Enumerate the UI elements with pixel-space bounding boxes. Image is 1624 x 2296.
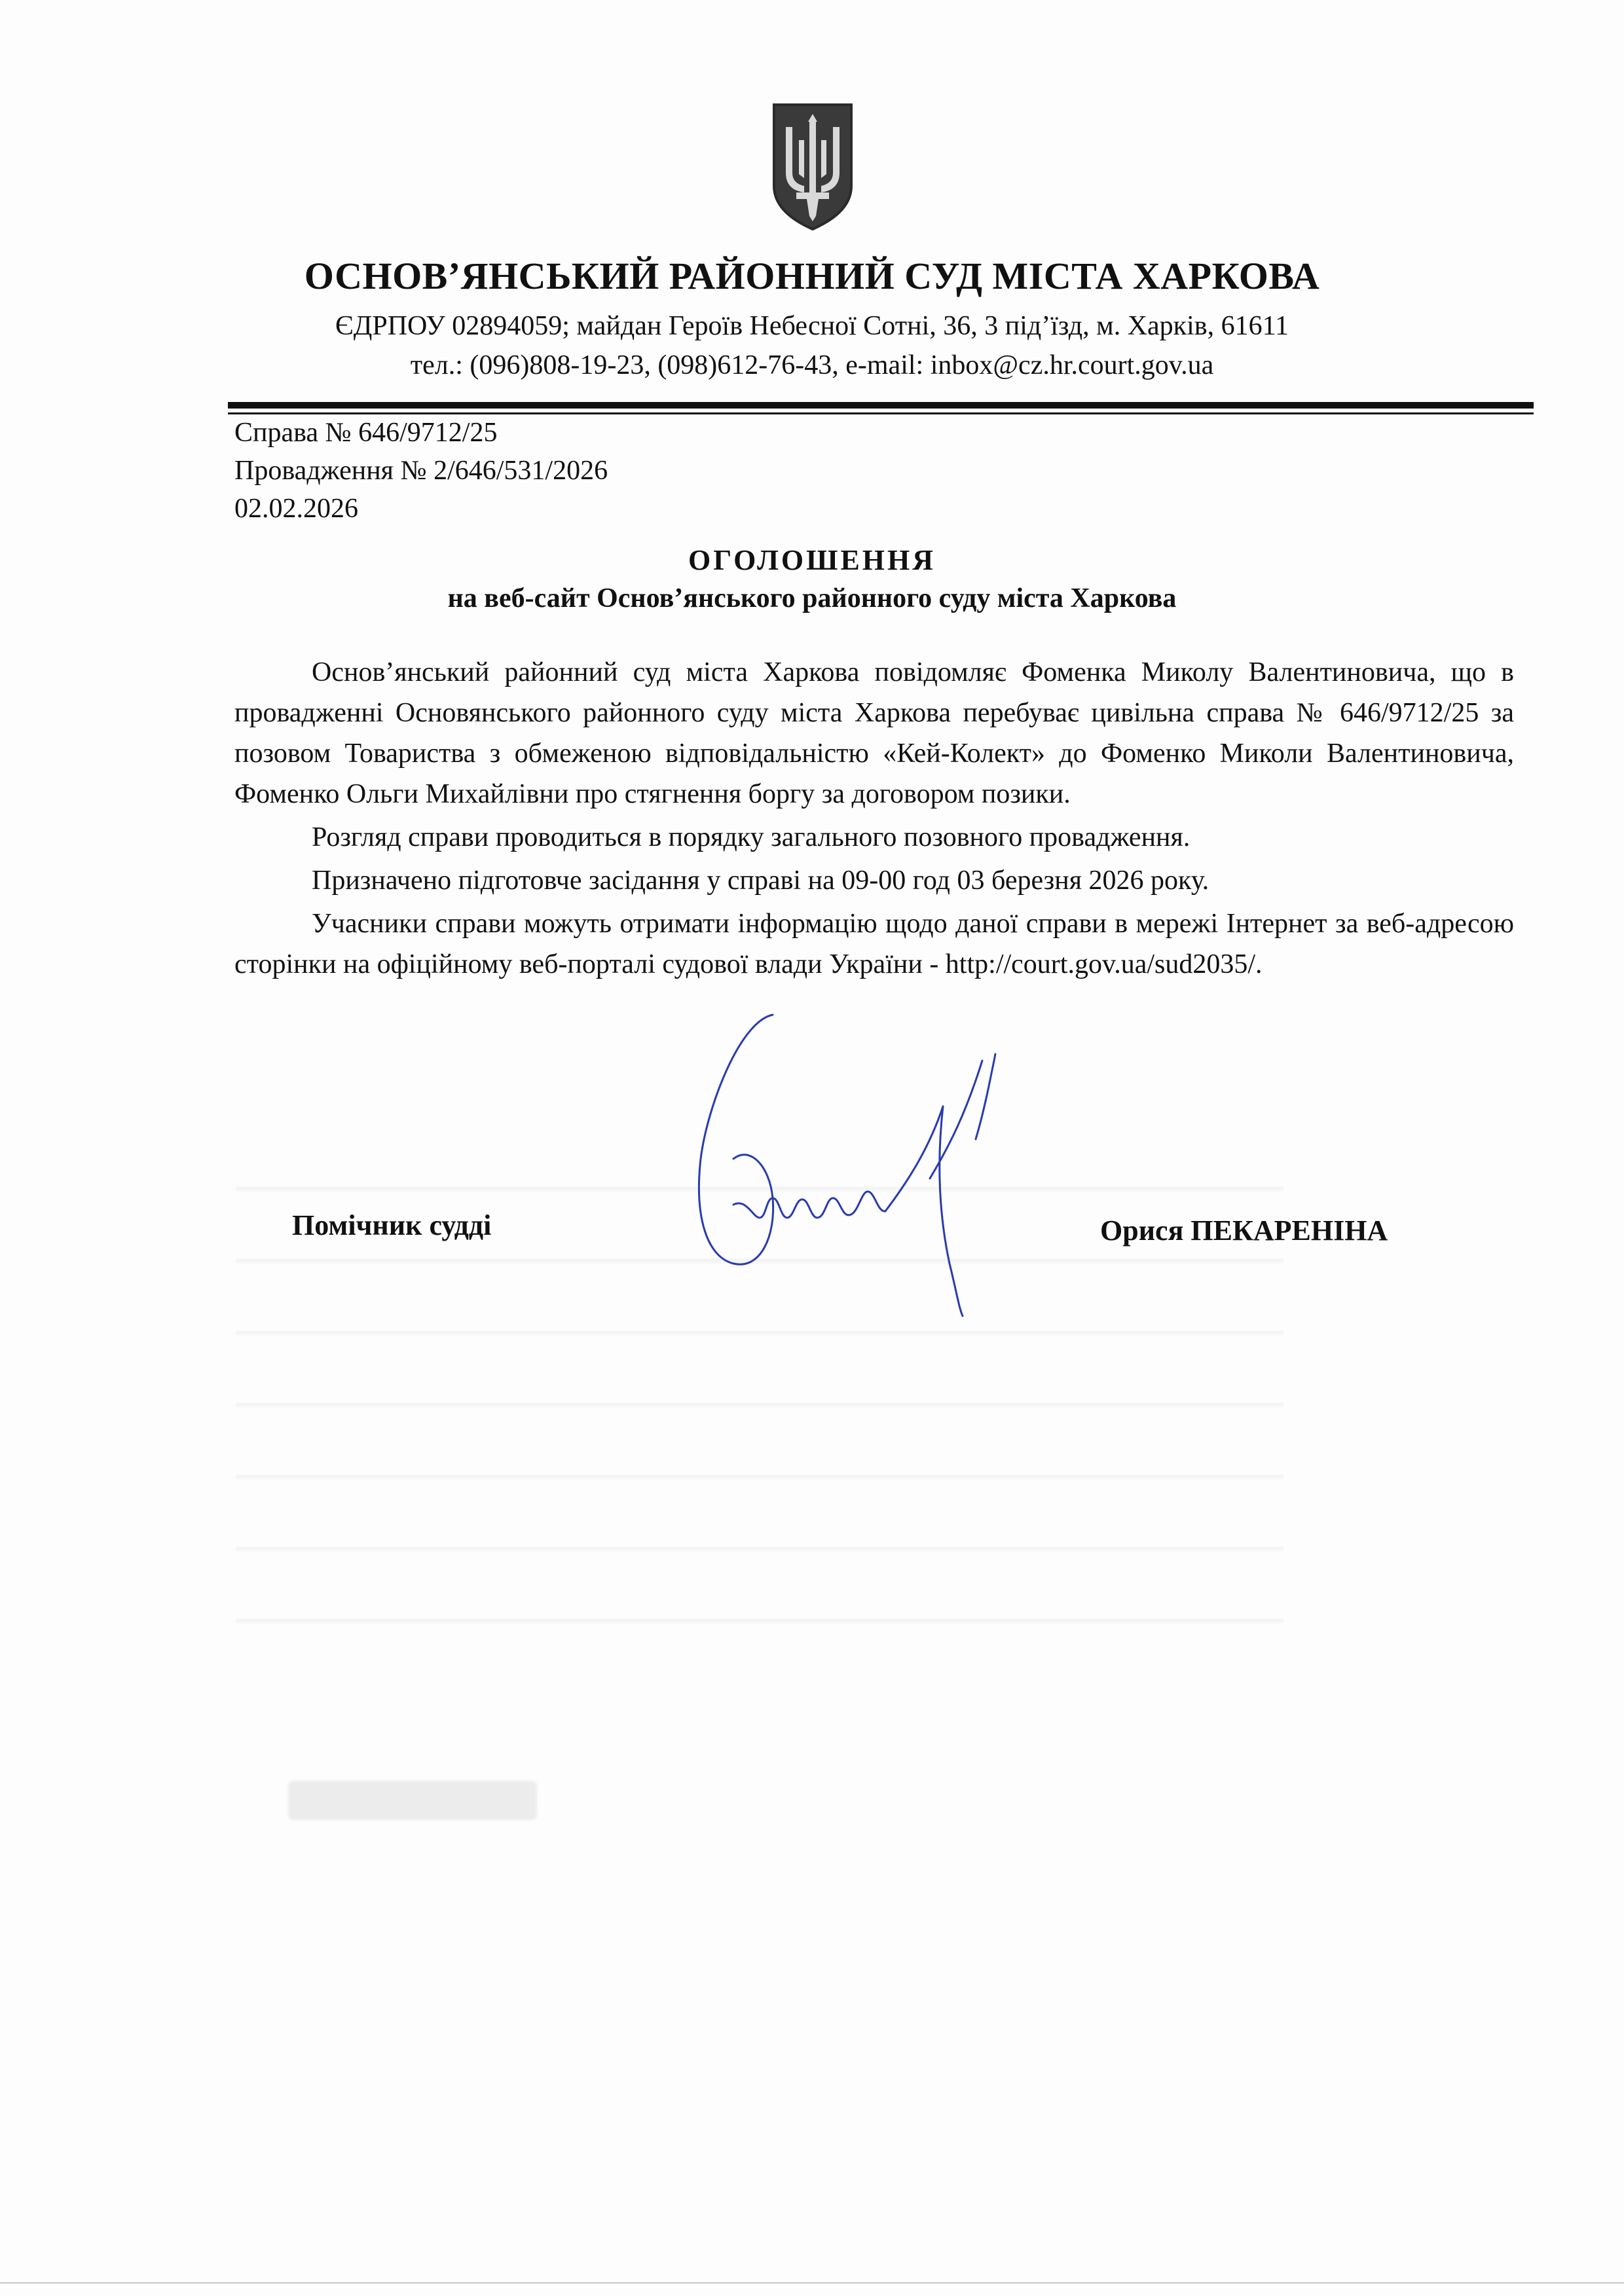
signatory-position: Помічник судді — [292, 1209, 492, 1241]
document-date: 02.02.2026 — [234, 494, 358, 524]
show-through-artifact-2 — [288, 1781, 537, 1820]
announcement-subtitle: на веб-сайт Основ’янського районного суду міста Харкова — [447, 583, 1177, 613]
court-name: ОСНОВ’ЯНСЬКИЙ РАЙОННИЙ СУД МІСТА ХАРКОВА — [304, 255, 1320, 297]
coat-of-arms-icon — [770, 101, 855, 232]
court-contacts: тел.: (096)808-19-23, (098)612-76-43, e-mail: inbox@cz.hr.court.gov.ua — [410, 350, 1214, 380]
body-paragraph: Основ’янський районний суд міста Харкова повідомляє Фоменка Миколу Валентиновича, що в провадженні Основянського районного суду міста Харкова перебуває цивільна справа № 646/9712/25 за позовом Товариства з обмеженою відповідальністю «Кей-Колект» до Фоменко Миколи Валентиновича, Фоменко Ольги Михайлівни про стягнення боргу за договором позики. — [234, 657, 1514, 809]
case-details — [234, 414, 608, 528]
handwritten-signature — [661, 982, 1054, 1322]
body-paragraph: Розгляд справи проводиться в порядку загального позовного провадження. — [312, 822, 1190, 852]
court-address: ЄДРПОУ 02894059; майдан Героїв Небесної Сотні, 36, 3 під’їзд, м. Харків, 61611 — [335, 311, 1289, 341]
header-divider-thick — [228, 402, 1534, 409]
proceeding-number: Провадження № 2/646/531/2026 — [234, 456, 608, 486]
case-number: Справа № 646/9712/25 — [234, 418, 498, 448]
announcement-title: ОГОЛОШЕННЯ — [688, 544, 936, 576]
body-paragraph: Учасники справи можуть отримати інформацію щодо даної справи в мережі Інтернет за веб-адресою сторінки на офіційному веб-порталі судової влади України - http://court.gov.ua/sud2035/. — [234, 909, 1514, 979]
body-paragraph: Призначено підготовче засідання у справі на 09-00 год 03 березня 2026 року. — [312, 866, 1209, 896]
announcement-body — [234, 652, 1514, 985]
page-bottom-edge — [0, 2282, 1624, 2284]
signatory-name: Орися ПЕКАРЕНІНА — [1100, 1214, 1388, 1247]
